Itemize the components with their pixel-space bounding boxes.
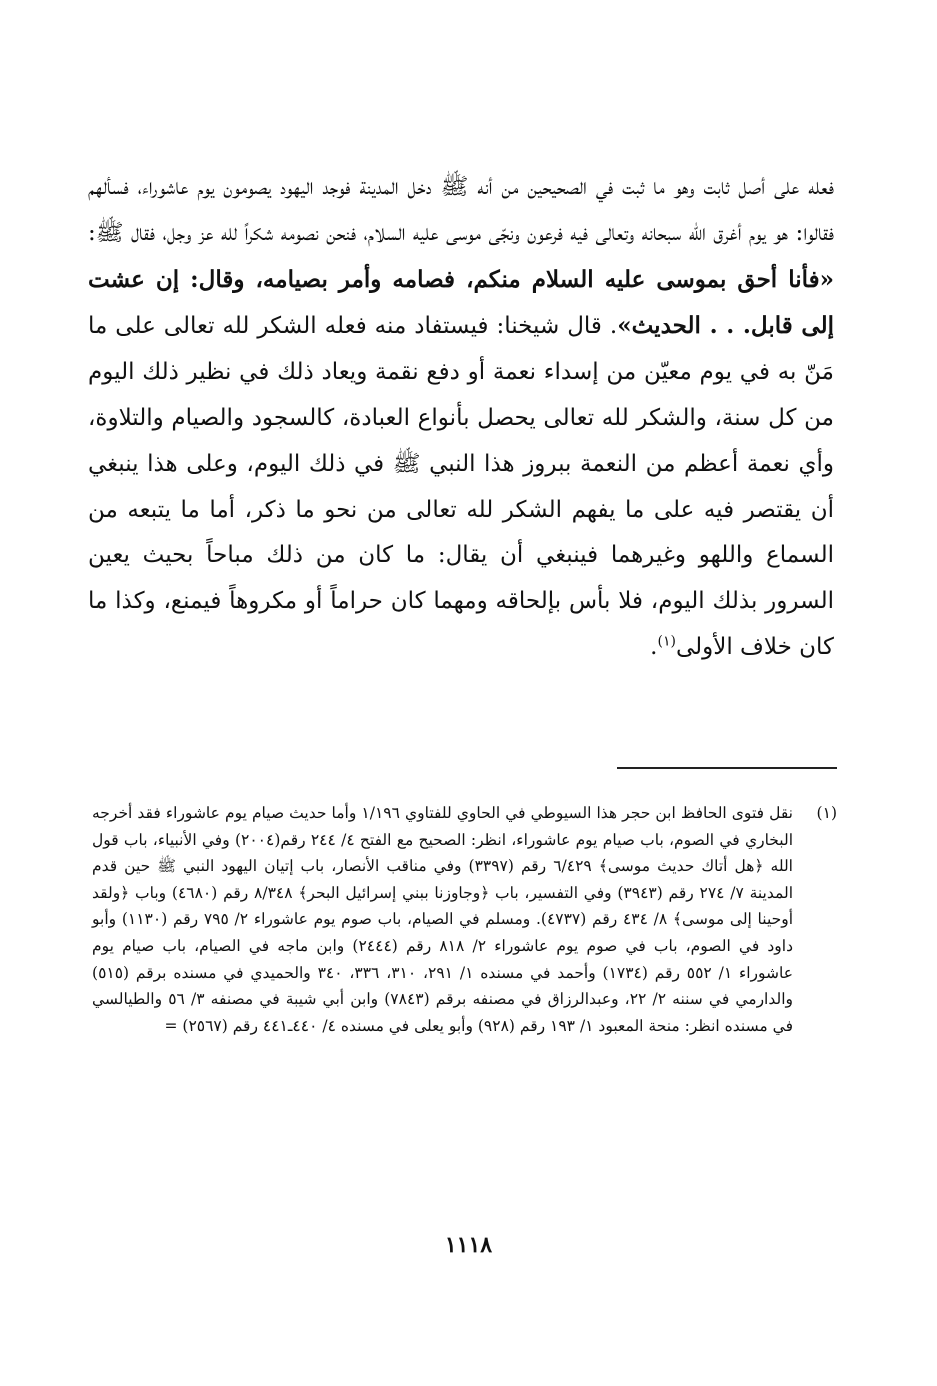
footnote-text: نقل فتوى الحافظ ابن حجر هذا السيوطي في الحاوي للفتاوي ١/١٩٦ وأما حديث صيام يوم عاشوراء فقد أخرجه البخاري في الصوم، باب صيام يوم عاشوراء، انظر: الصحيح مع الفتح ٤/ ٢٤٤ رقم(٢٠٠٤) وفي الأنبياء، باب قول الله ﴿هل أتاك حديث موسى﴾ ٦/٤٢٩ رقم (٣٣٩٧) وفي مناقب الأنصار، باب إتيان اليهود النبي ﷺ حين قدم المدينة ٧/ ٢٧٤ رقم (٣٩٤٣) وفي التفسير، باب ﴿وجاوزنا ببني إسرائيل البحر﴾ ٨/٣٤٨ رقم (٤٦٨٠) وباب ﴿ولقد أوحينا إلى موسى﴾ ٨/ ٤٣٤ رقم (٤٧٣٧). ومسلم في الصيام، باب صوم يوم عاشوراء ٢/ ٧٩٥ رقم (١١٣٠) وأبو داود في الصوم، باب في صوم يوم عاشوراء ٢/ ٨١٨ رقم (٢٤٤٤) وابن ماجه في الصيام، باب صيام يوم عاشوراء ١/ ٥٥٢ رقم (١٧٣٤) وأحمد في مسنده ١/ ٢٩١، ٣١٠، ٣٣٦، ٣٤٠ والحميدي في مسنده برقم (٥١٥) والدارمي في سننه ٢/ ٢٢، وعبدالرزاق في مصنفه برقم (٧٨٤٣) وابن أبي شيبة في مصنفه ٣/ ٥٦ والطيالسي في مسنده انظر: منحة المعبود ١/ ١٩٣ رقم (٩٢٨) وأبو يعلى في مسنده ٤/ ٤٤٠ـ٤٤١ رقم (٢٥٦٧) =: [92, 804, 794, 1035]
footnote: [92, 800, 837, 1039]
page-number: ١١١٨: [444, 1232, 493, 1258]
hadith-quote: «فأنا أحق بموسى عليه السلام منكم، فصامه وأمر بصيامه، وقال: إن عشت إلى قابل. . . الحديث»: [88, 265, 834, 340]
main-text-part-2: . قال شيخنا: فيستفاد منه فعله الشكر لله تعالى على ما مَنّ به في يوم معيّن من إسداء نعمة أو دفع نقمة ويعاد ذلك في نظير ذلك اليوم من كل سنة، والشكر لله تعالى يحصل بأنواع العبادة، كالسجود والصيام والتلاوة، وأي نعمة أعظم من النعمة ببروز هذا النبي ﷺ في ذلك اليوم، وعلى هذا ينبغي أن يقتصر فيه على ما يفهم الشكر لله تعالى من نحو ما ذكر، أما ما يتبعه من السماع واللهو وغيرهما فينبغي أن يقال: ما كان من ذلك مباحاً بحيث يعين السرور بذلك اليوم، فلا بأس بإلحاقه ومهما كان حراماً أو مكروهاً فيمنع، وكذا ما كان خلاف الأولى: [88, 313, 834, 660]
footnote-number: (١): [816, 804, 837, 822]
main-text-block: [88, 165, 834, 671]
footnote-separator-line: [617, 767, 837, 769]
main-text-end: .: [650, 633, 658, 660]
footnote-reference[interactable]: (١): [657, 633, 676, 650]
main-text-part-1: فعله على أصل ثابت وهو ما ثبت في الصحيحين من أنه ﷺ دخل المدينة فوجد اليهود يصومون يوم عاشوراء، فسألهم فقالوا: هو يوم أغرق الله سبحانه وتعالى فيه فرعون ونجّى موسى عليه السلام، فنحن نصومه شكراً لله عز وجل، فقال ﷺ:: [88, 174, 834, 246]
main-paragraph: [88, 165, 834, 671]
